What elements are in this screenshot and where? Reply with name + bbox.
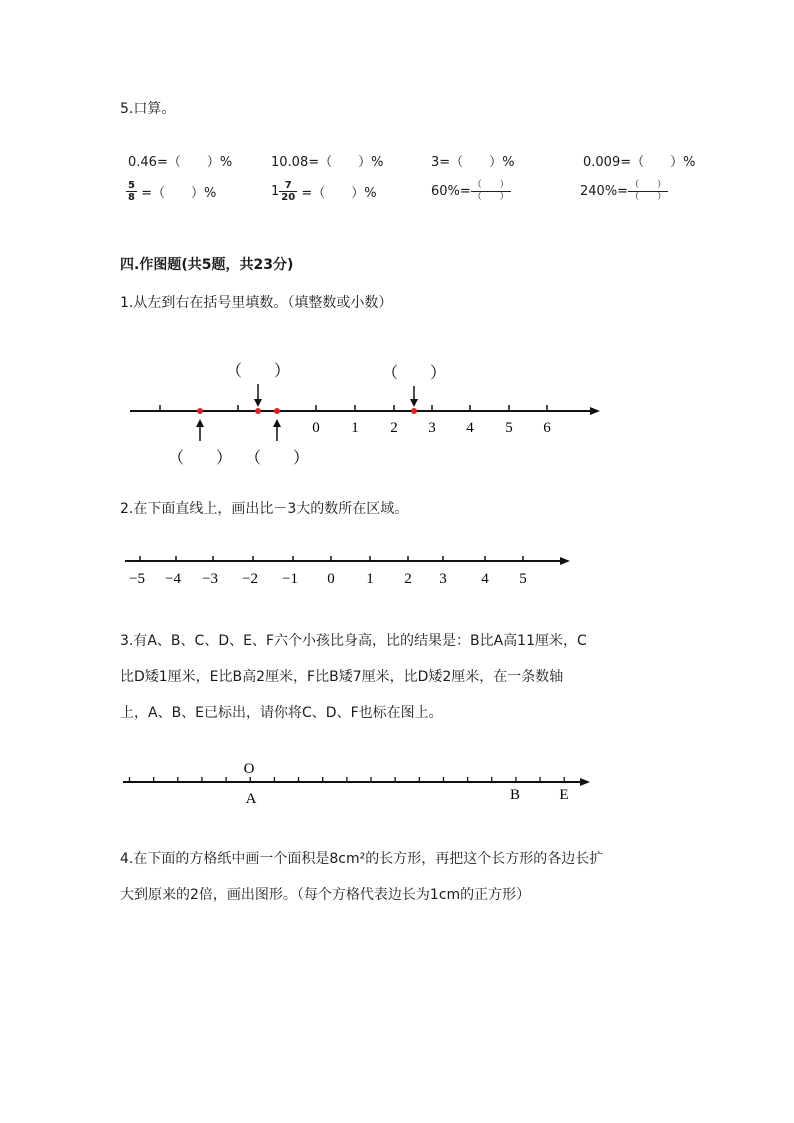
tick-label: −1 [282, 571, 298, 587]
tick-label: −3 [202, 571, 218, 587]
calc-item-5: $\frac{5}{8}$ =（ ）% [128, 180, 217, 203]
calc-item-2: 10.08=（ ）% [271, 155, 384, 170]
question-1-text: 1.从左到右在括号里填数。（填整数或小数） [120, 295, 393, 311]
question-4-line-1: 4.在下面的方格纸中画一个面积是8cm²的长方形，再把这个长方形的各边长扩 [120, 851, 604, 867]
calc-item-8: 240%= $\frac{( )}{( )}$ [580, 180, 667, 202]
tick-label: 1 [351, 420, 359, 436]
number-line-2 [0, 550, 794, 595]
tick-label: 6 [543, 420, 551, 436]
calc-item-6: 1 $\frac{7}{20}$ =（ ）% [271, 180, 377, 203]
tick-label: 5 [505, 420, 513, 436]
tick-label: 1 [366, 571, 374, 587]
blank-bottom-2: （ ） [244, 450, 310, 467]
marker-point [197, 408, 203, 414]
arrow-up-2-head [273, 419, 281, 427]
question-3-line-2: 比D矮1厘米，E比B高2厘米，F比B矮7厘米，比D矮2厘米，在一条数轴 [120, 669, 564, 685]
tick-label: 4 [481, 571, 489, 587]
fraction: $\frac{( )}{( )}$ [630, 180, 667, 202]
question-4-line-2: 大到原来的2倍，画出图形。（每个方格代表边长为1cm的正方形） [120, 887, 531, 903]
fraction: $\frac{7}{20}$ [281, 180, 296, 203]
tick-label: 5 [519, 571, 527, 587]
calc-item-3: 3=（ ）% [431, 155, 515, 170]
arrow-up-1-head [196, 419, 204, 427]
part-4-heading: 四.作图题(共5题，共23分) [120, 257, 294, 273]
point-label-a: A [245, 791, 257, 807]
calc-item-1: 0.46=（ ）% [128, 155, 233, 170]
tick-label: −4 [165, 571, 181, 587]
axis-arrowhead [560, 557, 570, 565]
tick-label: 3 [428, 420, 436, 436]
axis-arrowhead [590, 407, 600, 415]
tick-label: 2 [404, 571, 412, 587]
calc-item-4: 0.009=（ ）% [583, 155, 696, 170]
marker-point [274, 408, 280, 414]
tick-label: 0 [312, 420, 320, 436]
point-label-b: B [509, 787, 521, 803]
question-3-line-3: 上，A、B、E已标出，请你将C、D、F也标在图上。 [120, 705, 443, 721]
number-line-3 [0, 755, 794, 810]
marker-point [255, 408, 261, 414]
tick-label: 2 [390, 420, 398, 436]
tick-label: −2 [242, 571, 258, 587]
fraction: $\frac{5}{8}$ [128, 180, 135, 203]
fraction: $\frac{( )}{( )}$ [472, 180, 509, 202]
origin-label: O [243, 761, 255, 777]
axis-arrowhead [580, 778, 590, 786]
question-2-text: 2.在下面直线上，画出比－3大的数所在区域。 [120, 501, 409, 517]
blank-bottom-1: （ ） [167, 450, 233, 467]
number-line-1 [0, 355, 794, 475]
tick-label: −5 [129, 571, 145, 587]
tick-label: 4 [466, 420, 474, 436]
marker-point [411, 408, 417, 414]
tick-label: 0 [327, 571, 335, 587]
point-label-e: E [559, 787, 569, 803]
arrow-down-1-head [254, 399, 262, 407]
blank-top-2: （ ） [381, 365, 447, 382]
blank-top-1: （ ） [225, 363, 291, 380]
calc-item-7: 60%= $\frac{( )}{( )}$ [431, 180, 509, 202]
tick-label: 3 [439, 571, 447, 587]
section-5-title: 5.口算。 [120, 101, 176, 117]
question-3-line-1: 3.有A、B、C、D、E、F六个小孩比身高，比的结果是：B比A高11厘米，C [120, 633, 587, 649]
arrow-down-2-head [410, 399, 418, 407]
